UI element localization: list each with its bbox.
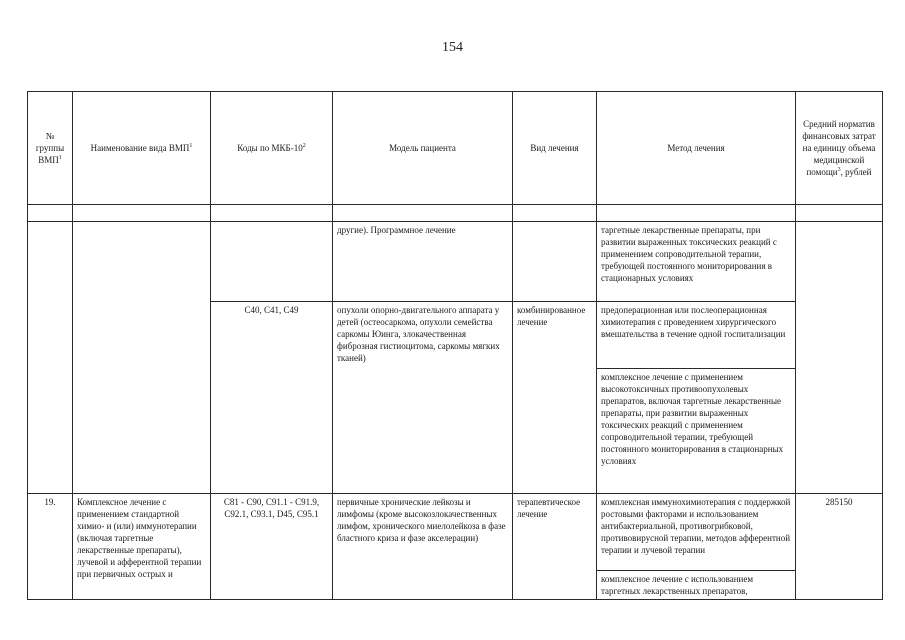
header-group-number: № группы ВМП$^1$	[28, 92, 73, 205]
cell-treatment-type: комбинированное лечение	[513, 302, 597, 494]
cell-patient-model: другие). Программное лечение	[333, 222, 513, 302]
cell-method: комплексная иммунохимиотерапия с поддержкой ростовыми факторами и использованием антибактериальной, противогрибковой, противовирусной терапии, методов афферентной терапии и лучевой терапии	[597, 494, 796, 571]
cell-patient-model: опухоли опорно-двигательного аппарата у детей (остеосаркома, опухоли семейства саркомы Юинга, злокачественная фиброзная гистиоцитома, саркомы мягких тканей)	[333, 302, 513, 494]
header-patient-model: Модель пациента	[333, 92, 513, 205]
cell-treatment-type: терапевтическое лечение	[513, 494, 597, 600]
header-average-cost: Средний норматив финансовых затрат на единицу объема медицинской помощи$^3$, рублей	[796, 92, 883, 205]
cell-average-cost: 285150	[796, 494, 883, 600]
cell-group-number: 19.	[28, 494, 73, 600]
cell-codes: C40, C41, C49	[211, 302, 333, 494]
header-vmp-name: Наименование вида ВМП$^1$	[73, 92, 211, 205]
cell-method: таргетные лекарственные препараты, при развитии выраженных токсических реакций с применением сопроводительной терапии, требующей постоянного мониторирования в стационарных условиях	[597, 222, 796, 302]
cell-codes: C81 - C90, C91.1 - C91.9, C92.1, C93.1, D45, C95.1	[211, 494, 333, 600]
table-row	[28, 222, 883, 302]
header-treatment-type: Вид лечения	[513, 92, 597, 205]
table-header-row	[28, 92, 883, 205]
cell-method: предоперационная или послеоперационная химиотерапия с проведением хирургического вмешательства в течение одной госпитализации	[597, 302, 796, 369]
page-number: 154	[442, 40, 463, 55]
cell-method: комплексное лечение с использованием таргетных лекарственных препаратов,	[597, 571, 796, 600]
spacer-row	[28, 205, 883, 222]
vmp-table	[27, 91, 883, 600]
cell-method: комплексное лечение с применением высокотоксичных противоопухолевых препаратов, включая таргетные лекарственные препараты, при развитии выраженных токсических реакций с применением сопроводительной терапии, требующей постоянного мониторирования в стационарных условиях	[597, 369, 796, 494]
table-row	[28, 494, 883, 571]
header-icd-codes: Коды по МКБ-$10^2$	[211, 92, 333, 205]
cell-patient-model: первичные хронические лейкозы и лимфомы (кроме высокозлокачественных лимфом, хронического миелолейкоза в фазе бластного криза и фазе акселерации)	[333, 494, 513, 600]
cell-vmp-name: Комплексное лечение с применением стандартной химио- и (или) иммунотерапии (включая таргетные лекарственные препараты), лучевой и афферентной терапии при первичных острых и	[73, 494, 211, 600]
header-treatment-method: Метод лечения	[597, 92, 796, 205]
